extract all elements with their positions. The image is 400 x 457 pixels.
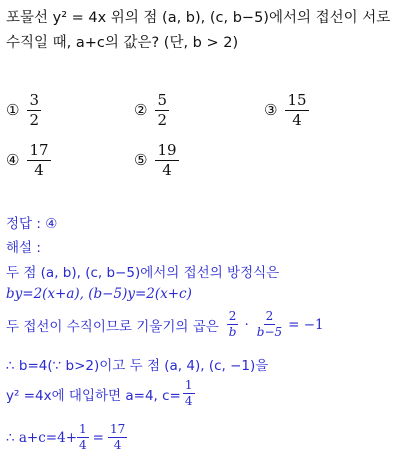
multiply-dot: · bbox=[244, 316, 249, 333]
solution-line-4: ∴ b=4(∵ b>2)이고 두 점 (a, 4), (c, −1)을 bbox=[6, 358, 269, 374]
fraction-c-value bbox=[183, 379, 195, 408]
equals-minus-one: = −1 bbox=[288, 316, 324, 333]
answer-line: 정답 : ④ bbox=[6, 216, 58, 232]
option-marker: ② bbox=[134, 101, 148, 119]
numerator: 3 bbox=[29, 91, 39, 109]
solution-line-2: by=2(x+a), (b−5)y=2(x+c) bbox=[6, 286, 192, 302]
option-1[interactable] bbox=[6, 92, 41, 128]
denominator: b bbox=[228, 325, 237, 340]
solution-line-6 bbox=[6, 423, 127, 452]
fraction-2-over-b bbox=[227, 310, 239, 339]
denominator: 4 bbox=[184, 394, 193, 409]
option-marker: ① bbox=[6, 101, 20, 119]
numerator: 17 bbox=[108, 423, 127, 438]
option-fraction bbox=[155, 142, 178, 178]
sum-expression: ∴ a+c=4+ bbox=[6, 429, 78, 446]
solution-line-3 bbox=[6, 310, 324, 339]
slope-product-text: 두 접선이 수직이므로 기울기의 곱은 bbox=[6, 318, 219, 335]
denominator: 4 bbox=[292, 110, 302, 129]
option-marker: ⑤ bbox=[134, 151, 148, 169]
numerator: 5 bbox=[157, 91, 167, 109]
substitution-text: y² =4x에 대입하면 a=4, c= bbox=[6, 387, 181, 404]
option-5[interactable] bbox=[134, 142, 179, 178]
question-line-1: 포물선 y² = 4x 위의 점 (a, b), (c, b−5)에서의 접선이 서로 bbox=[6, 10, 391, 26]
option-fraction bbox=[155, 92, 169, 128]
equals-sign: = bbox=[92, 429, 104, 446]
denominator: 4 bbox=[113, 438, 122, 453]
numerator: 1 bbox=[77, 423, 89, 438]
option-fraction bbox=[285, 92, 308, 128]
option-3[interactable] bbox=[264, 92, 309, 128]
numerator: 17 bbox=[29, 141, 49, 159]
fraction-2-over-b-minus-5 bbox=[255, 310, 284, 339]
fraction-one-quarter bbox=[77, 423, 89, 452]
option-2[interactable] bbox=[134, 92, 169, 128]
option-4[interactable] bbox=[6, 142, 51, 178]
fraction-result bbox=[108, 423, 127, 452]
option-marker: ④ bbox=[6, 151, 20, 169]
denominator: 4 bbox=[34, 160, 44, 179]
option-fraction bbox=[27, 92, 41, 128]
denominator: 2 bbox=[157, 110, 167, 129]
numerator: 1 bbox=[183, 379, 195, 394]
denominator: 4 bbox=[162, 160, 172, 179]
denominator: 2 bbox=[29, 110, 39, 129]
numerator: 19 bbox=[157, 141, 177, 159]
denominator: 4 bbox=[79, 438, 87, 453]
numerator: 15 bbox=[287, 91, 307, 109]
option-marker: ③ bbox=[264, 101, 278, 119]
solution-line-1: 두 점 (a, b), (c, b−5)에서의 접선의 방정식은 bbox=[6, 265, 280, 281]
denominator: b−5 bbox=[256, 325, 283, 340]
solution-line-5 bbox=[6, 379, 195, 408]
explanation-label: 해설 : bbox=[6, 240, 41, 256]
numerator: 2 bbox=[227, 310, 239, 325]
question-line-2: 수직일 때, a+c의 값은? (단, b > 2) bbox=[6, 35, 239, 51]
option-fraction bbox=[27, 142, 50, 178]
numerator: 2 bbox=[264, 310, 276, 325]
